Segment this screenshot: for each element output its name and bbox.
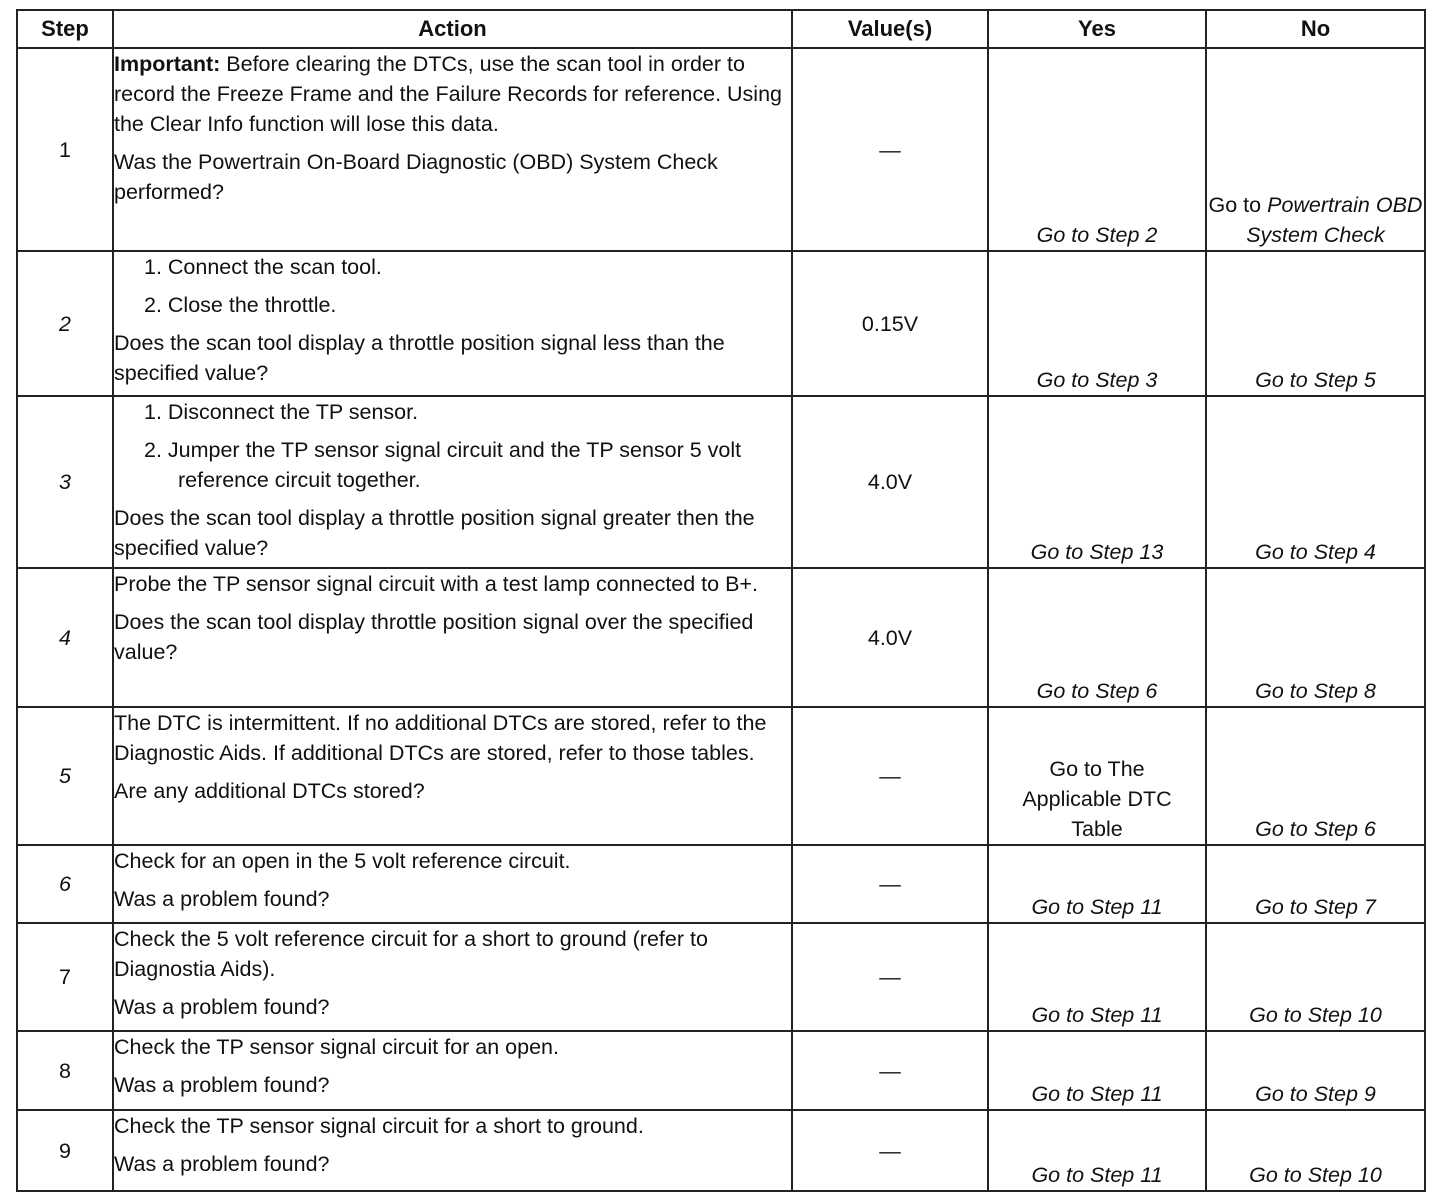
no-link[interactable]: Go to Step 10	[1206, 923, 1425, 1031]
no-link[interactable]: Go to Step 8	[1206, 568, 1425, 707]
action-instruction: Before clearing the DTCs, use the scan tool in order to record the Freeze Frame and the Failure Records for reference. Using the Clear Info function will lose this data.	[114, 52, 782, 136]
action-instruction: Check the 5 volt reference circuit for a short to ground (refer to Diagnostia Aids).	[114, 927, 708, 981]
action-cell	[113, 396, 792, 568]
action-cell	[113, 923, 792, 1031]
no-link-target: Powertrain OBD System Check	[1246, 193, 1423, 247]
table-row	[17, 568, 1425, 707]
table-row	[17, 48, 1425, 251]
no-link[interactable]	[1206, 48, 1425, 251]
value-cell: —	[792, 1031, 988, 1110]
action-cell	[113, 1110, 792, 1191]
header-no: No	[1206, 10, 1425, 48]
important-label: Important:	[114, 52, 221, 76]
action-instruction: The DTC is intermittent. If no additional DTCs are stored, refer to the Diagnostic Aids. If additional DTCs are stored, refer to those tables.	[114, 711, 767, 765]
value-cell: —	[792, 48, 988, 251]
action-question: Does the scan tool display a throttle position signal less than the specified value?	[114, 331, 725, 385]
action-question: Are any additional DTCs stored?	[114, 779, 425, 803]
action-cell	[113, 251, 792, 396]
value-cell: —	[792, 707, 988, 845]
action-cell	[113, 48, 792, 251]
action-list-item: 2. Jumper the TP sensor signal circuit and the TP sensor 5 volt reference circuit together.	[144, 438, 742, 492]
action-instruction: Probe the TP sensor signal circuit with a test lamp connected to B+.	[114, 572, 758, 596]
yes-link[interactable]: Go to Step 2	[988, 48, 1206, 251]
no-link[interactable]: Go to Step 7	[1206, 845, 1425, 923]
action-instruction: Check the TP sensor signal circuit for a short to ground.	[114, 1114, 644, 1138]
action-question: Does the scan tool display a throttle position signal greater then the specified value?	[114, 506, 755, 560]
table-row	[17, 845, 1425, 923]
yes-link[interactable]: Go to Step 11	[988, 923, 1206, 1031]
yes-link[interactable]: Go to Step 6	[988, 568, 1206, 707]
step-number: 5	[17, 707, 113, 845]
action-question: Was a problem found?	[114, 887, 330, 911]
table-row	[17, 251, 1425, 396]
action-list-item: 1. Disconnect the TP sensor.	[144, 400, 419, 424]
header-action: Action	[113, 10, 792, 48]
yes-link[interactable]: Go to The Applicable DTC Table	[988, 707, 1206, 845]
value-cell: 4.0V	[792, 396, 988, 568]
no-link-prefix: Go to	[1208, 193, 1262, 217]
header-yes: Yes	[988, 10, 1206, 48]
yes-link[interactable]: Go to Step 3	[988, 251, 1206, 396]
no-link[interactable]: Go to Step 9	[1206, 1031, 1425, 1110]
no-link[interactable]: Go to Step 10	[1206, 1110, 1425, 1191]
action-instruction: Check for an open in the 5 volt reference circuit.	[114, 849, 571, 873]
action-question: Was a problem found?	[114, 1073, 330, 1097]
step-number: 7	[17, 923, 113, 1031]
action-cell	[113, 845, 792, 923]
no-link[interactable]: Go to Step 6	[1206, 707, 1425, 845]
value-cell: —	[792, 923, 988, 1031]
action-cell	[113, 1031, 792, 1110]
action-cell	[113, 568, 792, 707]
table-row	[17, 923, 1425, 1031]
value-cell: —	[792, 845, 988, 923]
yes-link[interactable]: Go to Step 13	[988, 396, 1206, 568]
step-number: 3	[17, 396, 113, 568]
step-number: 2	[17, 251, 113, 396]
header-row	[17, 10, 1425, 48]
yes-link[interactable]: Go to Step 11	[988, 1110, 1206, 1191]
header-values: Value(s)	[792, 10, 988, 48]
action-text	[114, 49, 791, 139]
table-row	[17, 707, 1425, 845]
value-cell: —	[792, 1110, 988, 1191]
value-cell: 0.15V	[792, 251, 988, 396]
table-row	[17, 1031, 1425, 1110]
action-instruction: Check the TP sensor signal circuit for an open.	[114, 1035, 559, 1059]
table-row	[17, 1110, 1425, 1191]
step-number: 9	[17, 1110, 113, 1191]
table-row	[17, 396, 1425, 568]
diagnostic-table	[16, 9, 1426, 1192]
step-number: 8	[17, 1031, 113, 1110]
yes-link[interactable]: Go to Step 11	[988, 845, 1206, 923]
action-question: Was a problem found?	[114, 1152, 330, 1176]
action-list-item: 2. Close the throttle.	[144, 293, 337, 317]
value-cell: 4.0V	[792, 568, 988, 707]
header-step: Step	[17, 10, 113, 48]
action-question: Was the Powertrain On-Board Diagnostic (OBD) System Check performed?	[114, 150, 718, 204]
action-question: Does the scan tool display throttle position signal over the specified value?	[114, 610, 754, 664]
action-list-item: 1. Connect the scan tool.	[144, 255, 382, 279]
step-number: 6	[17, 845, 113, 923]
action-question: Was a problem found?	[114, 995, 330, 1019]
no-link[interactable]: Go to Step 4	[1206, 396, 1425, 568]
step-number: 1	[17, 48, 113, 251]
no-link[interactable]: Go to Step 5	[1206, 251, 1425, 396]
yes-link[interactable]: Go to Step 11	[988, 1031, 1206, 1110]
action-cell	[113, 707, 792, 845]
step-number: 4	[17, 568, 113, 707]
